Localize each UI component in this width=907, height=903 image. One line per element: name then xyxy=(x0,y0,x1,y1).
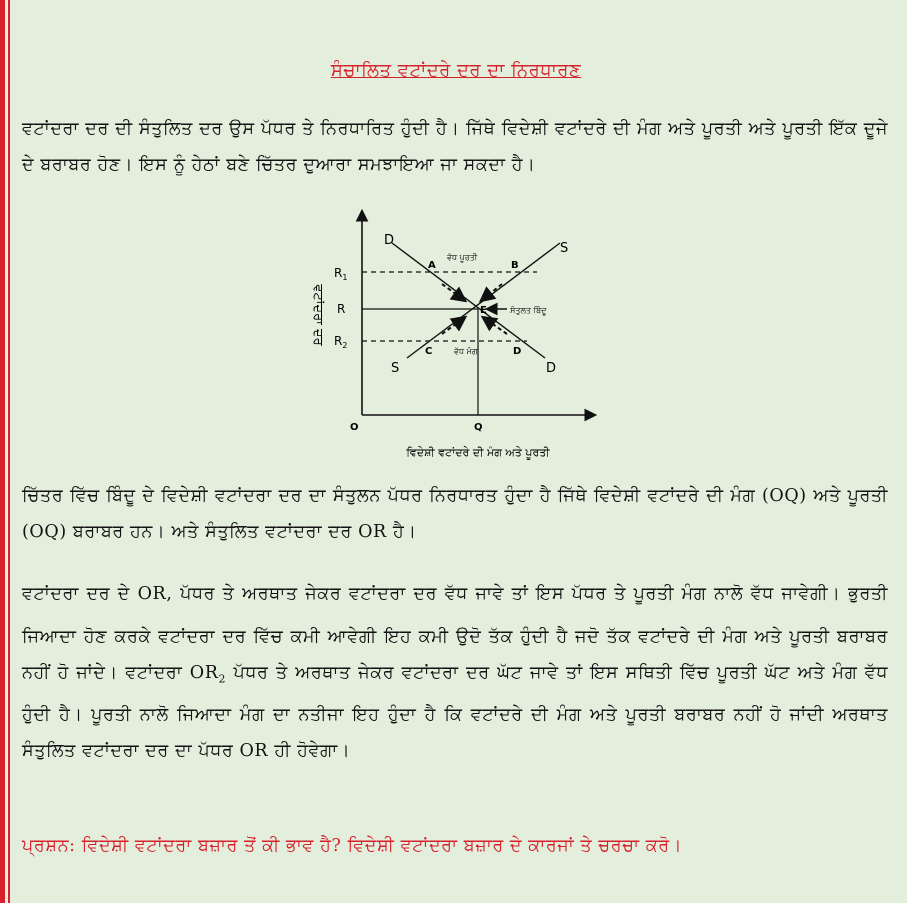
supply-bottom-label: S xyxy=(391,361,400,376)
point-c-label: C xyxy=(425,346,433,357)
origin-label: O xyxy=(350,422,359,433)
page-border-left-inner xyxy=(8,0,10,903)
paragraph-intro: ਵਟਾਂਦਰਾ ਦਰ ਦੀ ਸੰਤੁਲਿਤ ਦਰ ਉਸ ਪੱਧਰ ਤੇ ਨਿਰਧਾਰਿਤ ਹੁੰਦੀ ਹੈ। ਜਿੱਥੇ ਵਿਦੇਸ਼ੀ ਵਟਾਂਦਰੇ ਦੀ ਮੰਗ ਅਤੇ ਪੂਰਤੀ ਅਤੇ ਪੂਰਤੀ ਇੱਕ ਦੂਜੇ ਦੇ ਬਰਾਬਰ ਹੋਣ। ਇਸ ਨੂੰ ਹੇਠਾਂ ਬਣੇ ਚਿੱਤਰ ਦੁਆਰਾ ਸਮਝਾਇਆ ਜਾ ਸਕਦਾ ਹੈ। xyxy=(22,119,888,175)
supply-top-label: S xyxy=(560,241,569,256)
question-text: ਪ੍ਰਸ਼ਨ: ਵਿਦੇਸ਼ੀ ਵਟਾਂਦਰਾ ਬਜ਼ਾਰ ਤੋਂ ਕੀ ਭਾਵ ਹੈ? ਵਿਦੇਸ਼ੀ ਵਟਾਂਦਰਾ ਬਜ਼ਾਰ ਦੇ ਕਾਰਜਾਂ ਤੇ ਚਰਚਾ ਕਰੋ। xyxy=(22,836,683,856)
excess-supply-label: ਵੱਧ ਪੂਰਤੀ xyxy=(447,253,478,262)
x-axis-label: ਵਿਦੇਸ਼ੀ ਵਟਾਂਦਰੇ ਦੀ ਮੰਗ ਅਤੇ ਪੂਰਤੀ xyxy=(406,446,550,459)
page-border-left xyxy=(0,0,5,903)
demand-bottom-label: D xyxy=(546,361,557,376)
equilibrium-point-label: ਸੰਤੁਲਤ ਬਿੰਦੂ xyxy=(510,306,547,315)
paragraph3-subscript: 2 xyxy=(218,672,227,685)
arrow-a-e xyxy=(442,284,464,300)
r-label: R xyxy=(337,302,346,316)
paragraph3-part-b: ਪੱਧਰ ਤੇ ਅਰਥਾਤ ਜੇਕਰ ਵਟਾਂਦਰਾ ਦਰ ਵੱਧ ਜਾਵੇ ਤਾਂ ਇਸ ਪੱਧਰ ਤੇ ਪੂਰਤੀ ਮੰਗ ਨਾਲੋ ਵੱਧ ਜਾਵੇਗੀ। ਭੁਰਤੀ ਜਿਆਦਾ ਹੋਣ ਕਰਕੇ ਵਟਾਂਦਰਾ ਦਰ ਵਿੱਚ ਕਮੀ ਆਵੇਗੀ ਇਹ ਕਮੀ ਉਦੋ ਤੱਕ ਹੁੰਦੀ ਹੈ ਜਦੋ ਤੱਕ ਵਟਾਂਦਰੇ ਦੀ ਮੰਗ ਅਤੇ ਪੂਰਤੀ ਬਰਾਬਰ ਨਹੀਂ ਹੋ ਜਾਂਦੇ। ਵਟਾਂਦਰਾ OR xyxy=(22,584,889,683)
point-d-label: D xyxy=(513,346,522,357)
arrow-b-e xyxy=(482,284,502,300)
r1-label: $R_1$ xyxy=(334,266,348,282)
exchange-rate-diagram xyxy=(292,200,612,470)
arrow-c-e xyxy=(442,318,464,334)
paragraph-disequilibrium: ਵਟਾਂਦਰਾ ਦਰ ਦੇ OR, ਪੱਧਰ ਤੇ ਅਰਥਾਤ ਜੇਕਰ ਵਟਾਂਦਰਾ ਦਰ ਵੱਧ ਜਾਵੇ ਤਾਂ ਇਸ ਪੱਧਰ ਤੇ ਪੂਰਤੀ ਮੰਗ ਨਾਲੋ ਵੱਧ ਜਾਵੇਗੀ। ਭੁਰਤੀ ਜਿਆਦਾ ਹੋਣ ਕਰਕੇ ਵਟਾਂਦਰਾ ਦਰ ਵਿੱਚ ਕਮੀ ਆਵੇਗੀ ਇਹ ਕਮੀ ਉਦੋ ਤੱਕ ਹੁੰਦੀ ਹੈ ਜਦੋ ਤੱਕ ਵਟਾਂਦਰੇ ਦੀ ਮੰਗ ਅਤੇ ਪੂਰਤੀ ਬਰਾਬਰ ਨਹੀਂ ਹੋ ਜਾਂਦੇ। ਵਟਾਂਦਰਾ $OR_2$ ਪੱਧਰ ਤੇ ਅਰਥਾਤ ਜੇਕਰ ਵਟਾਂਦਰਾ ਦਰ ਘੱਟ ਜਾਵੇ ਤਾਂ ਇਸ ਸਥਿਤੀ ਵਿੱਚ ਪੂਰਤੀ ਘੱਟ ਅਤੇ ਮੰਗ ਵੱਧ ਹੁੰਦੀ ਹੈ। ਪੂਰਤੀ ਨਾਲੋ ਜਿਆਦਾ ਮੰਗ ਦਾ ਨਤੀਜਾ ਇਹ ਹੁੰਦਾ ਹੈ ਕਿ ਵਟਾਂਦਰੇ ਦੀ ਮੰਗ ਅਤੇ ਪੂਰਤੀ ਬਰਾਬਰ ਨਹੀਂ ਹੋ ਜਾਂਦੀ ਅਰਥਾਤ ਸੰਤੁਲਿਤ ਵਟਾਂਦਰਾ ਦਰ ਦਾ ਪੱਧਰ OR ਹੀ ਹੋਵੇਗਾ। xyxy=(22,584,889,761)
r2-label: $R_2$ xyxy=(334,334,348,350)
paragraph3-part-c: ਪੱਧਰ ਤੇ ਅਰਥਾਤ ਜੇਕਰ ਵਟਾਂਦਰਾ ਦਰ ਘੱਟ ਜਾਵੇ ਤਾਂ ਇਸ ਸਥਿਤੀ ਵਿੱਚ ਪੂਰਤੀ ਘੱਟ ਅਤੇ ਮੰਗ ਵੱਧ ਹੁੰਦੀ ਹੈ। ਪੂਰਤੀ ਨਾਲੋ ਜਿਆਦਾ ਮੰਗ ਦਾ ਨਤੀਜਾ ਇਹ ਹੁੰਦਾ ਹੈ ਕਿ ਵਟਾਂਦਰੇ ਦੀ ਮੰਗ ਅਤੇ ਪੂਰਤੀ ਬਰਾਬਰ ਨਹੀਂ ਹੋ ਜਾਂਦੀ ਅਰਥਾਤ ਸੰਤੁਲਿਤ ਵਟਾਂਦਰਾ ਦਰ ਦਾ ਪੱਧਰ OR ਹੀ ਹੋਵੇਗਾ। xyxy=(22,662,888,761)
diagram-svg xyxy=(292,200,612,470)
demand-top-label: D xyxy=(384,233,395,248)
paragraph3-part-a: ਵਟਾਂਦਰਾ ਦਰ ਦੇ OR xyxy=(22,584,167,604)
y-axis-label: ਵਟਾਂਦਰਾ ਦਰ xyxy=(310,284,325,346)
paragraph-equilibrium: ਚਿੱਤਰ ਵਿੱਚ ਬਿੰਦੂ ਦੇ ਵਿਦੇਸ਼ੀ ਵਟਾਂਦਰਾ ਦਰ ਦਾ ਸੰਤੁਲਨ ਪੱਧਰ ਨਿਰਧਾਰਤ ਹੁੰਦਾ ਹੈ ਜਿੱਥੇ ਵਿਦੇਸ਼ੀ ਵਟਾਂਦਰੇ ਦੀ ਮੰਗ (OQ) ਅਤੇ ਪੂਰਤੀ (OQ) ਬਰਾਬਰ ਹਨ। ਅਤੇ ਸੰਤੁਲਿਤ ਵਟਾਂਦਰਾ ਦਰ OR ਹੈ। xyxy=(22,486,888,542)
point-e-label: E xyxy=(480,305,487,316)
point-a-label: A xyxy=(428,260,436,271)
q-label: Q xyxy=(474,422,483,433)
page-title: ਸੰਚਾਲਿਤ ਵਟਾਂਦਰੇ ਦਰ ਦਾ ਨਿਰਧਾਰਣ xyxy=(330,60,582,81)
excess-demand-label: ਵੱਧ ਮੰਗ xyxy=(454,347,478,356)
point-b-label: B xyxy=(511,260,519,271)
